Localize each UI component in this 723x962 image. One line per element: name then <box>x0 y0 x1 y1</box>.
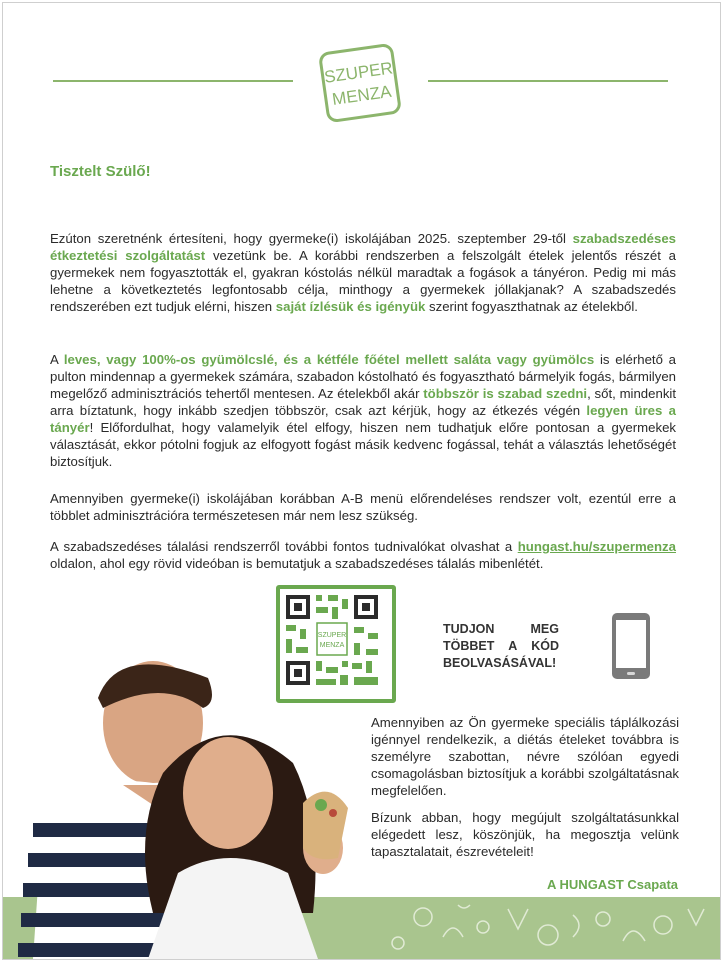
szupermenza-logo <box>318 43 402 123</box>
header-rule-left <box>53 80 293 82</box>
p2-highlight-3: legyen üres a tányér <box>50 403 676 435</box>
header-rule-right <box>428 80 668 82</box>
p1-text-1: Ezúton szeretnénk értesíteni, hogy gyermeke(i) iskolájában 2025. szeptember 29-től <box>50 231 573 246</box>
p2-text-2: is elérhető a pulton mindennap a gyermekek számára, szabadon kóstolható és fogyasztható bármelyik fogás, bármilyen megelőző adminisztrációs tehertől mentesen. Az ételekből akár <box>50 352 676 401</box>
qr-logo-line2: MENZA <box>319 642 345 649</box>
paragraph-more-info <box>50 538 676 572</box>
p1-highlight-1: szabadszedéses étkeztetési szolgáltatást <box>50 231 676 263</box>
signature: A HUNGAST Csapata <box>547 877 678 892</box>
p2-text-1: A <box>50 352 64 367</box>
p2-text-3: , sőt, mindenkit arra bíztatunk, hogy inkább szedjen többször, csak azt kérjük, hogy az étkezés végén <box>50 386 677 418</box>
logo-line2: MENZA <box>330 81 393 109</box>
logo-line1: SZUPER <box>323 58 395 87</box>
p2-text-4: ! Előfordulhat, hogy valamelyik étel elfogy, hiszen nem tudhatjuk előre pontosan a gyermekek választását, ekkor pótolni fogjuk az elfogyott fogást másik kedvenc fogással, tehát a választás lehetőségét biztosítjuk. <box>50 420 676 469</box>
p4-text-2: oldalon, ahol egy rövid videóban is bemutatjuk a szabadszedéses tálalás mibenlétét. <box>50 556 544 571</box>
cta-line1: TUDJON MEG <box>443 622 559 636</box>
paragraph-closing: Bízunk abban, hogy megújult szolgáltatásunkkal elégedett lesz, köszönjük, ha megosztja velünk tapasztalatait, észrevételeit! <box>371 810 679 859</box>
smartphone-icon <box>611 612 651 680</box>
szupermenza-link[interactable]: hungast.hu/szupermenza <box>517 539 676 554</box>
paragraph-intro <box>50 230 676 315</box>
paragraph-ab-menu: Amennyiben gyermeke(i) iskolájában korábban A-B menü előrendeléses rendszer volt, ezentúl erre a többlet adminisztrációra természetesen már nem lesz szükség. <box>50 491 676 523</box>
cta-line2: TÖBBET A KÓD <box>443 639 559 653</box>
p1-highlight-2: saját ízlésük és igényük <box>275 299 426 314</box>
p1-text-3: szerint fogyaszthatnak az ételekből. <box>425 299 638 314</box>
p4-text-1: A szabadszedéses tálalási rendszerről további fontos tudnivalókat olvashat a <box>50 539 518 554</box>
p1-text-2: vezetünk be. A korábbi rendszerben a felszolgált ételek jelentős részét a gyermekek nem fogyasztották el, gyakran kóstolás nélkül maradtak a fogások a tányéron. Pedig mi más lehetne a következtetés legfontosabb célja, minthogy a gyermekek jóllakjanak? A szabadszedés rendszerében ezt tudjuk elérni, hiszen <box>50 248 677 314</box>
paragraph-special-diet: Amennyiben az Ön gyermeke speciális táplálkozási igénnyel rendelkezik, a diétás ételeket továbbra is személyre szabottan, névre szólóan egyedi csomagolásban biztosítjuk a korábbi szolgáltatásnak megfelelően. <box>371 715 679 798</box>
p2-highlight-2: többször is szabad szedni <box>423 386 588 401</box>
cta-line3: BEOLVASÁSÁVAL! <box>443 656 557 670</box>
paragraph-menu <box>50 351 676 470</box>
scan-cta <box>443 621 559 672</box>
qr-logo-line1: SZUPER <box>317 632 347 639</box>
students-photo <box>3 643 373 959</box>
greeting: Tisztelt Szülő! <box>50 163 151 180</box>
letter-page <box>2 2 721 960</box>
p2-highlight-1: leves, vagy 100%-os gyümölcslé, és a kétféle főétel mellett saláta vagy gyümölcs <box>63 352 595 367</box>
